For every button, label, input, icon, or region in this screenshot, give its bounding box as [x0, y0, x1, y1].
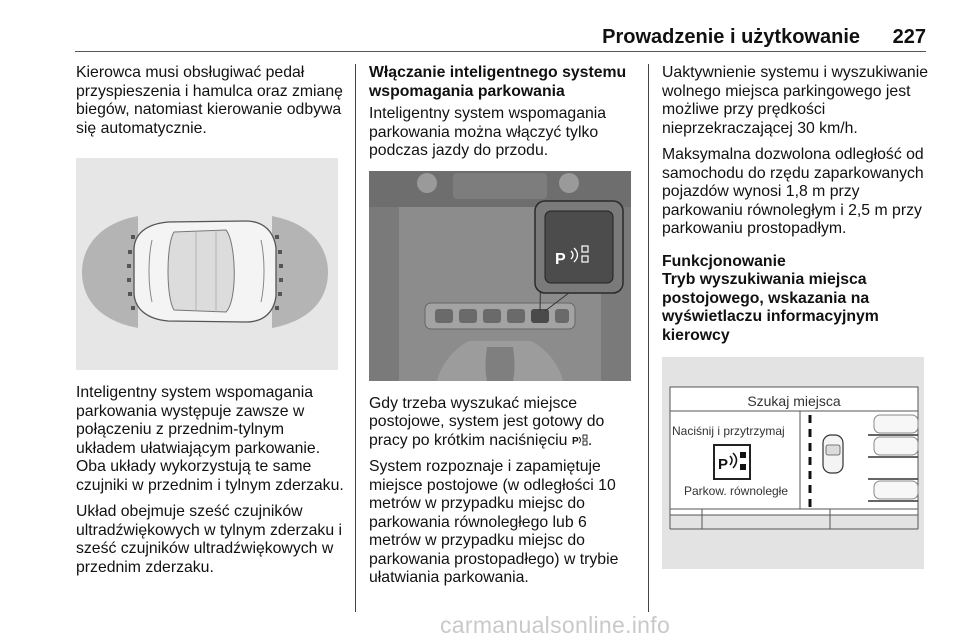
column-divider-2	[648, 64, 649, 612]
svg-text:P: P	[571, 435, 579, 446]
paragraph: Inteligentny system wspomagania parkowania występuje zawsze w połączeniu z przednim-tylnym układem ułatwiającym parkowanie. Oba układy wykorzystują te same czujniki w przednim i tylnym zderzaku.	[76, 384, 344, 494]
driver-info-display-figure	[662, 357, 924, 569]
display-instruction: Naciśnij i przytrzymaj	[672, 424, 785, 438]
sensor-coverage-figure	[76, 158, 338, 370]
paragraph-end: .	[587, 431, 593, 449]
watermark: carmanualsonline.info	[440, 612, 671, 638]
parking-button-label: P	[555, 250, 566, 268]
paragraph-text: Gdy trzeba wyszukać miejsce postojowe, system jest gotowy do pracy po krótkim naciśnięciu	[369, 394, 605, 449]
car-top-view-icon	[134, 221, 276, 322]
paragraph	[369, 395, 635, 451]
paragraph: Maksymalna dozwolona odległość od samochodu do rzędu zaparkowanych pojazdów wynosi 1,8 m przy parkowaniu równoległym i 2,5 m przy parkowaniu prostopadłym.	[662, 146, 924, 237]
page-number: 227	[892, 26, 926, 48]
section-heading: Funkcjonowanie	[662, 252, 786, 270]
section-subheading: Tryb wyszukiwania miejsca postojowego, wskazania na wyświetlaczu informacyjnym kierowcy	[662, 271, 879, 344]
section-title: Prowadzenie i użytkowanie	[602, 26, 860, 48]
paragraph: Uaktywnienie systemu i wyszukiwanie wolnego miejsca parkingowego jest możliwe przy prędkości nieprzekraczającej 30 km/h.	[662, 64, 929, 137]
display-title: Szukaj miejsca	[747, 393, 841, 409]
display-mode: Parkow. równoległe	[683, 484, 789, 498]
page-header	[0, 0, 960, 56]
column-1	[76, 64, 344, 577]
car-top-view-icon	[823, 435, 843, 473]
section-heading: Włączanie inteligentnego systemu wspomagania parkowania	[369, 64, 627, 100]
paragraph: Inteligentny system wspomagania parkowania można włączyć tylko podczas jazdy do przodu.	[369, 105, 607, 159]
paragraph: Układ obejmuje sześć czujników ultradźwiękowych w tylnym zderzaku i sześć czujników ultradźwiękowych w przednim zderzaku.	[76, 503, 343, 576]
dashboard-button-figure	[369, 171, 631, 381]
paragraph: Kierowca musi obsługiwać pedał przyspieszenia i hamulca oraz zmianę biegów, natomiast kierowanie odbywa się automatycznie.	[76, 64, 343, 137]
column-3	[662, 64, 930, 569]
paragraph: System rozpoznaje i zapamiętuje miejsce postojowe (w odległości 10 metrów w przypadku miejsc do parkowania równoległego lub 6 metrów w przypadku miejsc do parkowania prostopadłego) w trybie ułatwiania parkowania.	[369, 458, 619, 586]
parking-sensor-icon	[714, 445, 750, 479]
svg-text:P: P	[718, 456, 729, 473]
parking-sensor-icon	[572, 434, 588, 446]
header-divider	[75, 51, 926, 52]
column-2	[369, 64, 635, 588]
column-divider-1	[355, 64, 356, 612]
